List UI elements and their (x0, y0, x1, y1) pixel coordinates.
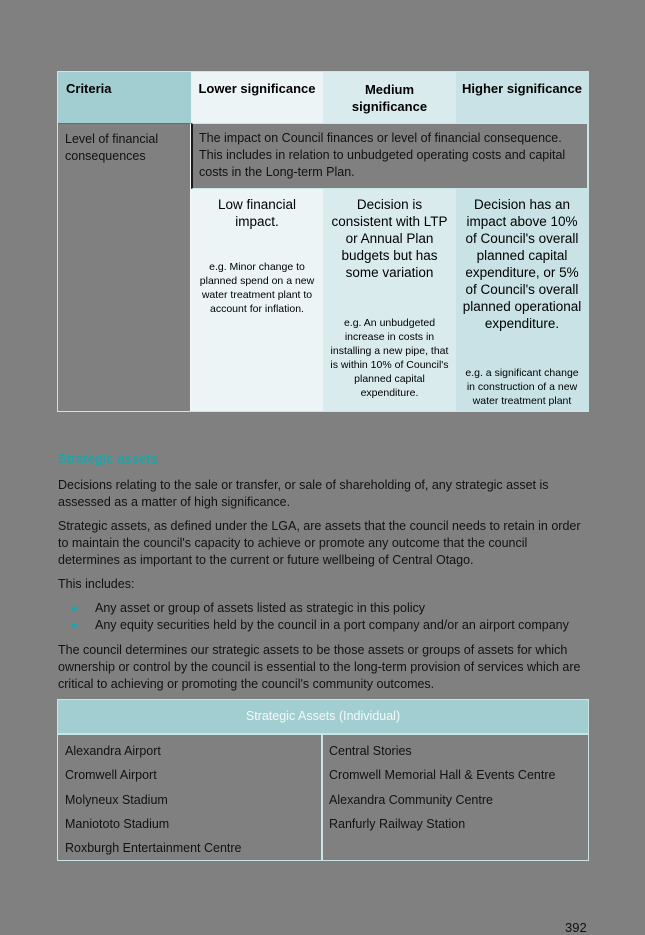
bullet-icon (72, 606, 77, 611)
header-medium-significance: Medium significance (323, 72, 456, 123)
header-lower-significance: Lower significance (191, 72, 323, 123)
header-higher-significance: Higher significance (456, 72, 588, 123)
asset-item: Cromwell Airport (65, 768, 157, 783)
paragraph-this-includes: This includes: (58, 577, 135, 591)
significance-table (57, 71, 589, 412)
asset-item: Alexandra Airport (65, 744, 161, 758)
asset-item: Central Stories (329, 744, 412, 758)
lower-example-text: e.g. Minor change to planned spend on a new water treatment plant to account for inflation. (199, 261, 315, 315)
lower-main-text: Low financial impact. (217, 197, 297, 229)
header-criteria: Criteria (58, 72, 191, 123)
criteria-label: Level of financial consequences (58, 123, 191, 411)
assets-column-right (323, 735, 588, 860)
asset-item: Alexandra Community Centre (329, 792, 493, 807)
assets-table-header: Strategic Assets (Individual) (58, 700, 588, 735)
section-heading-strategic-assets: Strategic assets (58, 451, 158, 466)
paragraph-council-determines: The council determines our strategic assets to be those assets or groups of assets for which ownership or control by the council is essential to the long-term provision of services which are critical to achieving or promoting the council's community outcomes. (58, 643, 581, 691)
asset-item: Molyneux Stadium (65, 792, 168, 807)
list-item-text: Any equity securities held by the council in a port company and/or an airport company (95, 618, 569, 632)
asset-item: Roxburgh Entertainment Centre (65, 841, 242, 856)
assets-column-left (58, 735, 323, 860)
higher-example-text: e.g. a significant change in construction of a new water treatment plant (465, 367, 579, 407)
asset-item: Cromwell Memorial Hall & Events Centre (329, 768, 556, 783)
paragraph-definition: Strategic assets, as defined under the LGA, are assets that the council needs to retain in order to maintain the council's capacity to achieve or promote any outcome that the council determines as important to the current or future wellbeing of Central Otago. (58, 519, 581, 567)
lower-significance-cell (191, 189, 323, 411)
medium-significance-cell (323, 189, 456, 411)
criteria-description: The impact on Council finances or level of financial consequence. This includes in relation to unbudgeted operating costs and capital costs in the Long-term Plan. (191, 123, 588, 189)
higher-main-text: Decision has an impact above 10% of Council's overall planned capital expenditure, or 5% of Council's overall planned operational expenditure. (462, 197, 582, 331)
paragraph-sale-transfer: Decisions relating to the sale or transfer, or sale of shareholding of, any strategic asset is assessed as a matter of high significance. (58, 478, 549, 509)
bullet-icon (72, 623, 77, 628)
page-number: 392 (565, 920, 587, 935)
higher-significance-cell (456, 189, 588, 411)
asset-item: Ranfurly Railway Station (329, 816, 466, 831)
list-item (58, 600, 598, 617)
medium-main-text: Decision is consistent with LTP or Annual Plan budgets but has some variation (331, 197, 448, 280)
medium-example-text: e.g. An unbudgeted increase in costs in installing a new pipe, that is within 10% of Council's planned capital expenditure. (330, 317, 449, 399)
asset-item: Maniototo Stadium (65, 816, 170, 831)
list-item-text: Any asset or group of assets listed as strategic in this policy (95, 601, 426, 615)
includes-list (58, 600, 598, 634)
list-item (58, 617, 598, 634)
strategic-assets-table (57, 699, 589, 861)
